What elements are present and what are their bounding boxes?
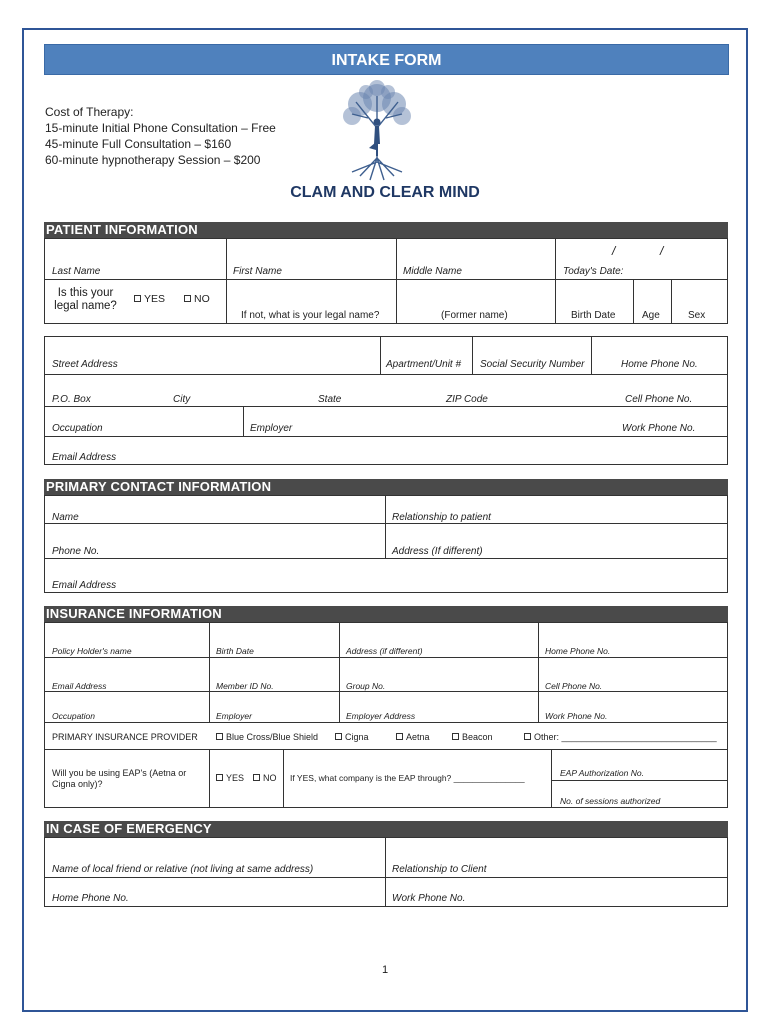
yes-label: YES [144, 293, 166, 305]
checkbox-icon [335, 733, 342, 740]
zip-field[interactable]: ZIP Code [446, 394, 488, 405]
member-id-field[interactable]: Member ID No. [216, 681, 274, 691]
checkbox-icon [396, 733, 403, 740]
section-patient-information: PATIENT INFORMATION [44, 222, 728, 238]
checkbox-icon [134, 295, 141, 302]
cost-line-3: 60-minute hypnotherapy Session – $200 [45, 153, 261, 167]
contact-address-field[interactable]: Address (If different) [392, 546, 483, 557]
sessions-authorized-field[interactable]: No. of sessions authorized [560, 796, 661, 806]
state-field[interactable]: State [318, 394, 342, 405]
eap-yes-checkbox[interactable] [216, 773, 244, 783]
checkbox-icon [452, 733, 459, 740]
brand-name: CLAM AND CLEAR MIND [290, 184, 480, 201]
cost-line-1: 15-minute Initial Phone Consultation – Free [45, 121, 276, 135]
occupation-field[interactable]: Occupation [52, 423, 103, 434]
contact-name-field[interactable]: Name [52, 512, 79, 523]
employer-field[interactable]: Employer [250, 423, 293, 434]
primary-provider-label: PRIMARY INSURANCE PROVIDER [52, 732, 198, 742]
tree-of-life-yoga-icon [338, 78, 416, 184]
legal-name-question: Is this your legal name? [54, 287, 117, 312]
street-address-field[interactable]: Street Address [52, 359, 118, 370]
home-phone-field[interactable]: Home Phone No. [621, 359, 698, 370]
legal-name-field[interactable]: If not, what is your legal name? [241, 310, 380, 321]
cost-heading: Cost of Therapy: [45, 105, 134, 119]
holder-cell-phone-field[interactable]: Cell Phone No. [545, 681, 603, 691]
first-name-field[interactable]: First Name [233, 266, 282, 277]
section-primary-contact: PRIMARY CONTACT INFORMATION [44, 479, 728, 495]
provider-bcbs-label: Blue Cross/Blue Shield [226, 732, 319, 742]
provider-aetna-label: Aetna [406, 732, 430, 742]
holder-birth-date-field[interactable]: Birth Date [216, 646, 254, 656]
cost-line-2: 45-minute Full Consultation – $160 [45, 137, 232, 151]
apartment-field[interactable]: Apartment/Unit # [386, 359, 462, 370]
todays-date-field[interactable]: Today's Date: [563, 266, 624, 277]
section-insurance-information: INSURANCE INFORMATION [44, 606, 728, 622]
holder-occupation-field[interactable]: Occupation [52, 711, 95, 721]
provider-bcbs-checkbox[interactable] [216, 732, 318, 742]
no-label: NO [194, 293, 210, 305]
contact-email-field[interactable]: Email Address [52, 580, 117, 591]
legal-yes-checkbox[interactable] [134, 293, 165, 305]
holder-email-field[interactable]: Email Address [52, 681, 107, 691]
po-box-field[interactable]: P.O. Box [52, 394, 91, 405]
emergency-work-phone-field[interactable]: Work Phone No. [392, 893, 466, 904]
middle-name-field[interactable]: Middle Name [403, 266, 462, 277]
cost-of-therapy [45, 104, 276, 168]
emergency-relationship-field[interactable]: Relationship to Client [392, 864, 487, 875]
emergency-home-phone-field[interactable]: Home Phone No. [52, 893, 129, 904]
checkbox-icon [216, 774, 223, 781]
date-slash-2: / [660, 244, 664, 258]
patient-name-table [44, 238, 728, 324]
checkbox-icon [184, 295, 191, 302]
provider-other-label: Other: _______________________________ [534, 732, 717, 742]
provider-cigna-label: Cigna [345, 732, 369, 742]
former-name-label: (Former name) [441, 310, 508, 321]
age-field[interactable]: Age [642, 310, 660, 321]
work-phone-field[interactable]: Work Phone No. [622, 423, 696, 434]
holder-work-phone-field[interactable]: Work Phone No. [545, 711, 608, 721]
eap-yes-label: YES [226, 773, 245, 783]
birth-date-field[interactable]: Birth Date [571, 310, 616, 321]
group-no-field[interactable]: Group No. [346, 681, 386, 691]
ssn-field[interactable]: Social Security Number [480, 359, 585, 370]
checkbox-icon [216, 733, 223, 740]
last-name-field[interactable]: Last Name [52, 266, 101, 277]
date-slash-1: / [612, 244, 616, 258]
checkbox-icon [524, 733, 531, 740]
eap-no-checkbox[interactable] [253, 773, 277, 783]
city-field[interactable]: City [173, 394, 191, 405]
primary-contact-table [44, 495, 728, 593]
holder-name-field[interactable]: Policy Holder's name [52, 646, 132, 656]
eap-question: Will you be using EAP's (Aetna or Cigna only)? [52, 768, 187, 789]
provider-aetna-checkbox[interactable] [396, 732, 430, 742]
holder-home-phone-field[interactable]: Home Phone No. [545, 646, 611, 656]
section-emergency: IN CASE OF EMERGENCY [44, 821, 728, 837]
email-field[interactable]: Email Address [52, 452, 117, 463]
eap-no-label: NO [263, 773, 277, 783]
contact-phone-field[interactable]: Phone No. [52, 546, 100, 557]
contact-relationship-field[interactable]: Relationship to patient [392, 512, 491, 523]
employer-address-field[interactable]: Employer Address [346, 711, 416, 721]
holder-address-field[interactable]: Address (if different) [346, 646, 423, 656]
provider-other-field[interactable] [524, 732, 717, 742]
form-title: INTAKE FORM [44, 44, 729, 75]
provider-beacon-label: Beacon [462, 732, 493, 742]
sex-field[interactable]: Sex [688, 310, 706, 321]
holder-employer-field[interactable]: Employer [216, 711, 252, 721]
cell-phone-field[interactable]: Cell Phone No. [625, 394, 693, 405]
page-number: 1 [381, 964, 389, 976]
provider-beacon-checkbox[interactable] [452, 732, 493, 742]
legal-no-checkbox[interactable] [184, 293, 210, 305]
checkbox-icon [253, 774, 260, 781]
provider-cigna-checkbox[interactable] [335, 732, 369, 742]
eap-authorization-field[interactable]: EAP Authorization No. [560, 768, 644, 778]
emergency-name-field[interactable]: Name of local friend or relative (not living at same address) [52, 864, 314, 875]
eap-company-field[interactable]: If YES, what company is the EAP through? _______________ [290, 773, 525, 783]
